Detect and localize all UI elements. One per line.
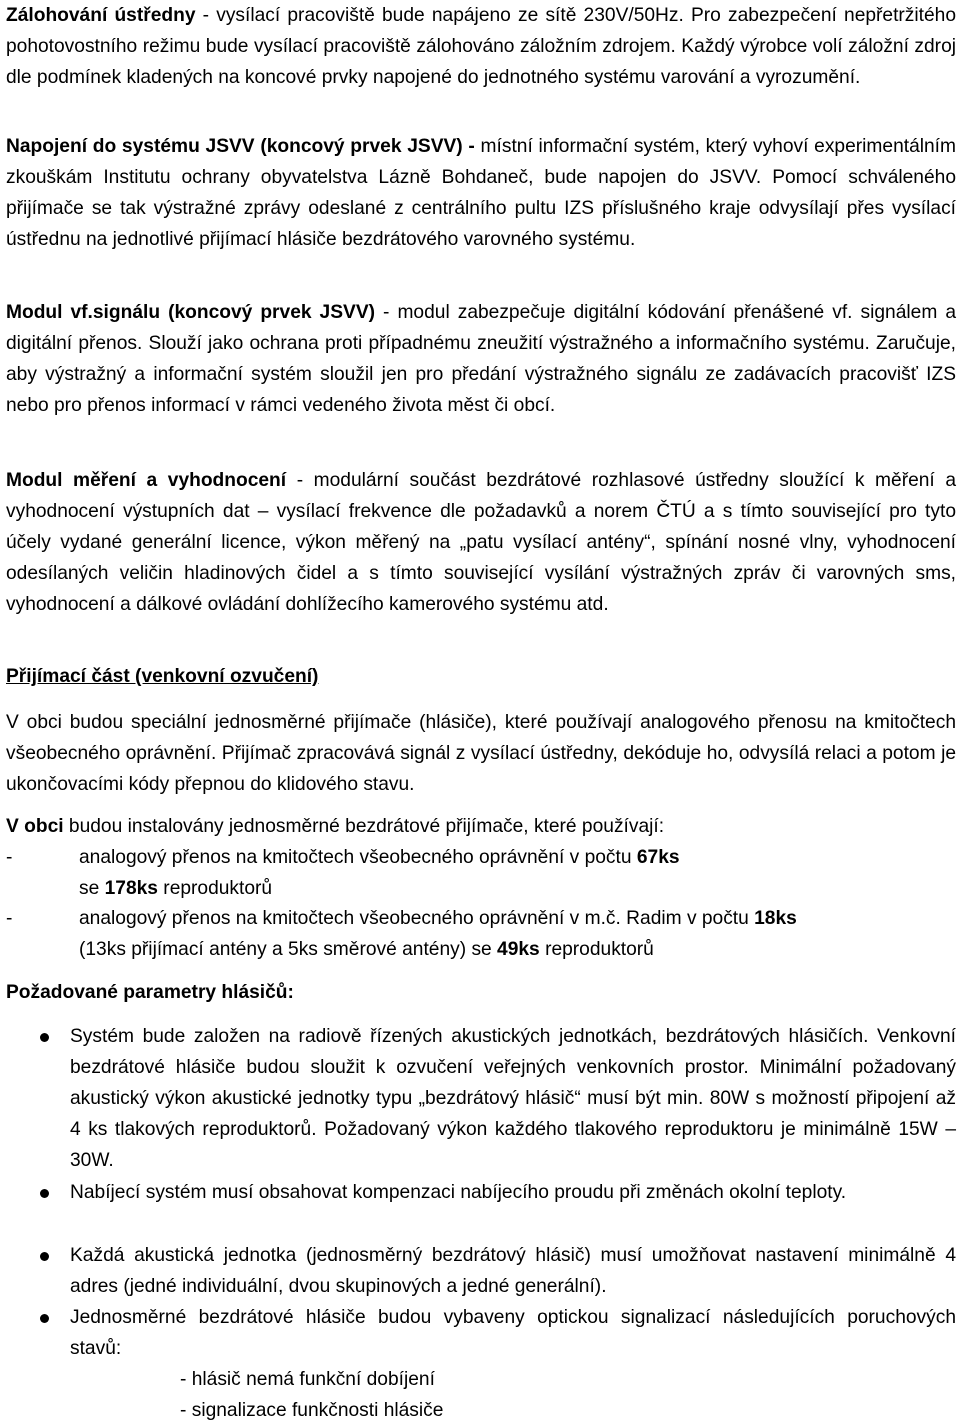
list-count: 178ks [104,878,158,899]
bullet-text: Každá akustická jednotka (jednosměrný bezdrátový hlásič) musí umožňovat nastavení minimálně 4 adres (jedné individuální, dvou skupinových a jedné generální). [70,1245,956,1297]
paragraph-title: Napojení do systému JSVV (koncový prvek JSVV) - [6,136,475,157]
paragraph-title: Modul vf.signálu (koncový prvek JSVV) [6,302,376,323]
sub-list-item: - signalizace funkčnosti hlásiče [180,1400,444,1421]
bullet-icon [40,1033,49,1042]
paragraph-rf-module [6,297,956,421]
paragraph-text: místní informační systém, který vyhoví experimentálním zkouškám Institutu ochrany obyvatelstva Lázně Bohdaneč, bude napojen do JSVV. Pomocí schváleného přijímače se tak výstražné zprávy odeslané z centrálního pultu IZS příslušného kraje odvysílají přes vysílací ústřednu na jednotlivé přijímací hlásiče bezdrátového varovného systému. [6,136,956,250]
paragraph-backup-power [6,0,956,93]
paragraph-title: Modul měření a vyhodnocení [6,470,287,491]
list-item [6,1302,956,1364]
paragraph-measurement-module [6,465,956,620]
heading-parameters: Požadované parametry hlásičů: [6,982,294,1003]
list-count: 49ks [497,939,540,960]
list-text: analogový přenos na kmitočtech všeobecného oprávnění v počtu [79,847,637,868]
bullet-icon [40,1314,49,1323]
sub-list-item: - hlásič nemá funkční dobíjení [180,1369,435,1390]
bullet-text: Systém bude založen na radiově řízených akustických jednotkách, bezdrátových hlásičích. Venkovní bezdrátové hlásiče budou sloužit k ozvučení veřejných venkovních prostor. Minimální požadovaný akustický výkon akustické jednotky typu „bezdrátový hlásič“ musí být min. 80W s možností připojení až 4 ks tlakových reproduktorů. Požadovaný výkon každého tlakového reproduktoru je minimálně 15W – 30W. [70,1026,956,1171]
list-count: 67ks [636,847,680,868]
bullet-icon [40,1189,49,1198]
list-count: 18ks [754,908,797,929]
paragraph-jsvv-connection [6,131,956,255]
list-item [6,842,956,904]
list-text: analogový přenos na kmitočtech všeobecného oprávnění v m.č. Radim v počtu [79,908,755,929]
bullet-icon [40,1252,49,1261]
paragraph-receivers [6,707,956,800]
paragraph-text: budou instalovány jednosměrné bezdrátové přijímače, které používají: [63,816,665,837]
list-item [6,1021,956,1176]
heading-receiver-section: Přijímací část (venkovní ozvučení) [6,666,319,687]
paragraph-lead: V obci [6,816,64,837]
list-item [6,903,956,965]
paragraph-text: - vysílací pracoviště bude napájeno ze sítě 230V/50Hz. Pro zabezpečení nepřetržitého pohotovostního režimu bude vysílací pracoviště zálohováno záložním zdrojem. Každý výrobce volí záložní zdroj dle podmínek kladených na koncové prvky napojené do jednotného systému varování a vyrozumění. [6,5,957,88]
paragraph-text: - modul zabezpečuje digitální kódování přenášené vf. signálem a digitální přenos. Slouží jako ochrana proti případnému zneužití výstražného a informačního systému. Zaručuje, aby výstražný a informační systém sloužil jen pro předání výstražného signálu ze zadávacích pracovišť IZS nebo pro přenos informací v rámci vedeného života měst či obcí. [6,302,956,416]
bullet-text: Jednosměrné bezdrátové hlásiče budou vybaveny optickou signalizací následujících poruchových stavů: [70,1307,956,1359]
paragraph-text: V obci budou speciální jednosměrné přijímače (hlásiče), které používají analogového přenosu na kmitočtech všeobecného oprávnění. Přijímač zpracovává signál z vysílací ústředny, dekóduje ho, odvysílá relaci a potom je ukončovacími kódy přepnou do klidového stavu. [6,712,956,795]
list-text: reproduktorů [157,878,273,899]
list-text: reproduktorů [539,939,654,960]
list-text: se [79,878,105,899]
list-text: (13ks přijímací antény a 5ks směrové antény) se [79,939,498,960]
paragraph-title: Zálohování ústředny [6,5,196,26]
bullet-text: Nabíjecí systém musí obsahovat kompenzaci nabíjecího proudu při změnách okolní teploty. [70,1182,847,1203]
list-item [6,1177,956,1239]
paragraph-installed-receivers [6,811,956,842]
list-item [6,1240,956,1302]
dash-marker: - [6,847,13,868]
paragraph-text: - modulární součást bezdrátové rozhlasové ústředny sloužící k měření a vyhodnocení výstupních dat – vysílací frekvence dle požadavků a norem ČTÚ a s tímto související pro tyto účely vydané generální licence, výkon měřený na „patu vysílací antény“, spínání nosné vlny, vyhodnocení odesílaných veličin hladinových čidel a s tímto související vysílání výstražných zpráv či varovných sms, vyhodnocení a dálkové ovládání dohlížecího kamerového systému atd. [6,470,956,615]
dash-marker: - [6,908,13,929]
